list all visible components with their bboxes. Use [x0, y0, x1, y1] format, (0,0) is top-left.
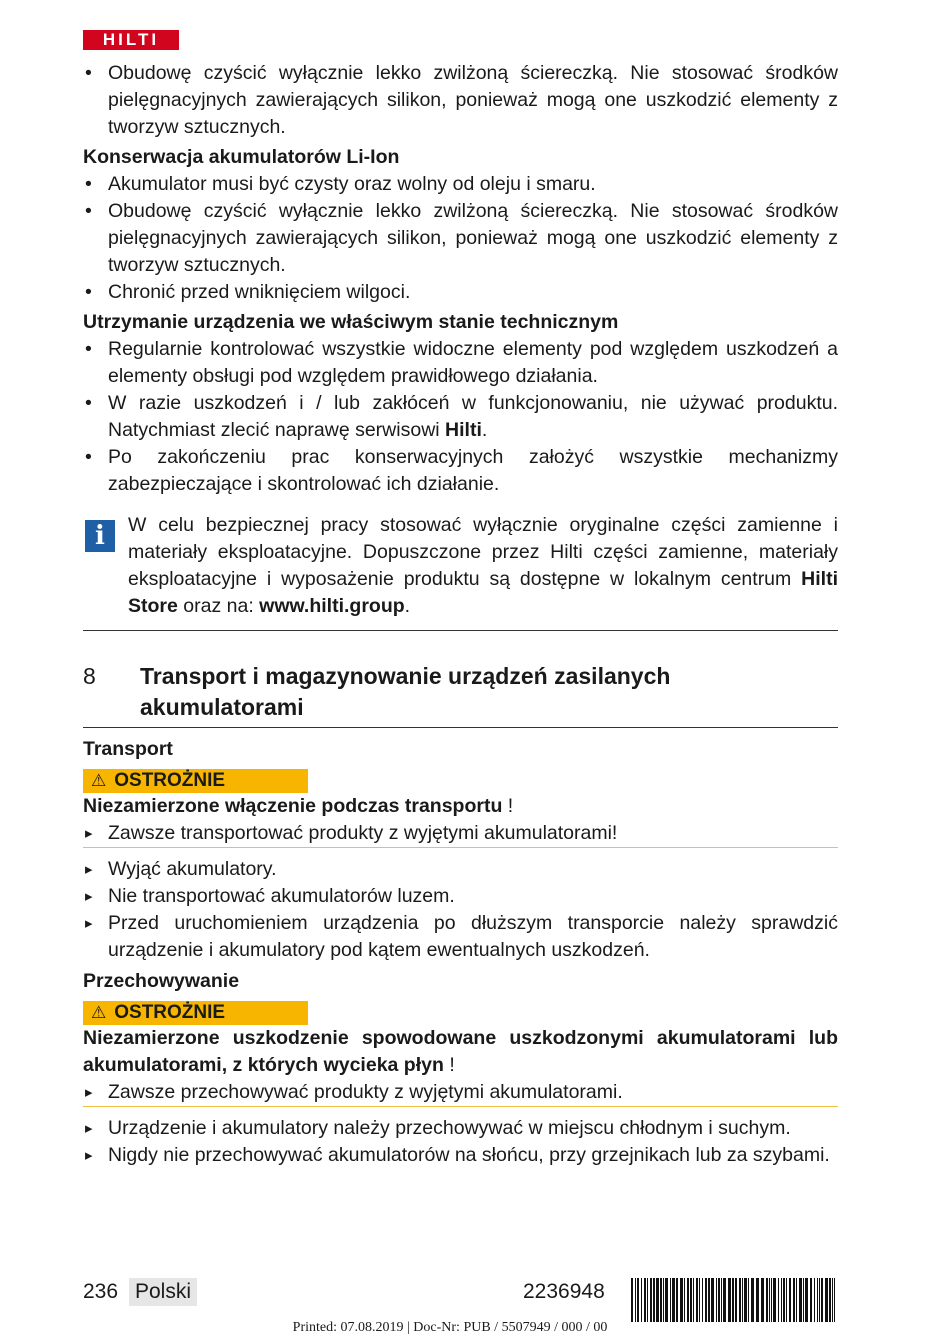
- caution-list: [83, 1079, 838, 1106]
- list-item: ▸ Urządzenie i akumulatory należy przechowywać w miejscu chłodnym i suchym.: [83, 1115, 838, 1142]
- list-item: ▸ Wyjąć akumulatory.: [83, 856, 838, 883]
- list-item: • Regularnie kontrolować wszystkie widoczne elementy pod względem uszkodzeń a elementy obsługi pod względem prawidłowego działania.: [83, 336, 838, 390]
- liion-heading: Konserwacja akumulatorów Li-Ion: [83, 146, 400, 168]
- barcode-bar: [637, 1278, 639, 1322]
- exclamation: !: [449, 1054, 455, 1076]
- barcode-bar: [690, 1278, 692, 1322]
- barcode-bar: [708, 1278, 710, 1322]
- barcode-bar: [728, 1278, 731, 1322]
- list-item: ▸ Zawsze przechowywać produkty z wyjętymi akumulatorami.: [83, 1079, 838, 1106]
- barcode-bar: [680, 1278, 683, 1322]
- transport-list: [83, 856, 838, 964]
- barcode-bar: [771, 1278, 772, 1322]
- barcode-bar: [783, 1278, 785, 1322]
- barcode-bar: [793, 1278, 795, 1322]
- list-item: • Akumulator musi być czysty oraz wolny od oleju i smaru.: [83, 171, 838, 198]
- warning-triangle-icon: ⚠: [91, 771, 107, 790]
- barcode-bar: [687, 1278, 689, 1322]
- list-item: • Chronić przed wniknięciem wilgoci.: [83, 279, 838, 306]
- print-info: Printed: 07.08.2019 | Doc-Nr: PUB / 5507949 / 000 / 00: [292, 1320, 608, 1335]
- maintenance-heading: Utrzymanie urządzenia we właściwym stanie technicznym: [83, 311, 619, 333]
- barcode-bar: [676, 1278, 678, 1322]
- barcode-bar: [693, 1278, 694, 1322]
- section-heading: [83, 661, 838, 728]
- caution-badge: [83, 769, 308, 793]
- barcode-bar: [819, 1278, 820, 1322]
- barcode-bar: [766, 1278, 768, 1322]
- barcode-bar: [716, 1278, 717, 1322]
- page-content: [83, 60, 838, 1169]
- caution-title: [83, 1025, 838, 1079]
- barcode-bar: [832, 1278, 833, 1322]
- caution-block: [83, 793, 838, 848]
- page-number: 236: [83, 1280, 119, 1303]
- caution-block: [83, 1025, 838, 1107]
- barcode-bar: [761, 1278, 764, 1322]
- barcode-bar: [705, 1278, 707, 1322]
- barcode-bar: [786, 1278, 787, 1322]
- exclamation: !: [507, 795, 514, 817]
- page-footer: [83, 1278, 838, 1308]
- barcode-bar: [635, 1278, 636, 1322]
- liion-list: [83, 171, 838, 306]
- list-item: • Obudowę czyścić wyłącznie lekko zwilżoną ściereczką. Nie stosować środków pielęgnacyjnych zawierających silikon, ponieważ mogą one uszkodzić elementy z tworzyw sztucznych.: [83, 60, 838, 141]
- barcode-bar: [796, 1278, 797, 1322]
- barcode-bar: [711, 1278, 714, 1322]
- barcode-bar: [829, 1278, 831, 1322]
- barcode-bar: [650, 1278, 652, 1322]
- barcode-bar: [663, 1278, 664, 1322]
- list-item: • Po zakończeniu prac konserwacyjnych założyć wszystkie mechanizmy zabezpieczające i skontrolować ich działanie.: [83, 444, 838, 498]
- barcode-bar: [732, 1278, 734, 1322]
- barcode-bar: [684, 1278, 685, 1322]
- barcode-bar: [735, 1278, 737, 1322]
- caution-label: OSTROŻNIE: [114, 770, 226, 791]
- punct: .: [404, 595, 411, 617]
- barcode-bar: [742, 1278, 743, 1322]
- caution-title-text: Niezamierzone uszkodzenie spowodowane uszkodzonymi akumulatorami lub akumulatorami, z których wycieka płyn: [83, 1027, 838, 1076]
- brand-name: Hilti: [445, 419, 482, 441]
- barcode-bar: [821, 1278, 823, 1322]
- list-item: [83, 390, 838, 444]
- barcode-bar: [756, 1278, 759, 1322]
- language-label: Polski: [129, 1278, 197, 1306]
- caution-badge: [83, 1001, 308, 1025]
- barcode-bar: [665, 1278, 668, 1322]
- barcode-bar: [670, 1278, 671, 1322]
- barcode-bar: [799, 1278, 802, 1322]
- barcode-bar: [751, 1278, 754, 1322]
- barcode-bar: [653, 1278, 655, 1322]
- barcode-bar: [810, 1278, 812, 1322]
- list-item: • Obudowę czyścić wyłącznie lekko zwilżoną ściereczką. Nie stosować środków pielęgnacyjnych zawierających silikon, ponieważ mogą one uszkodzić elementy z tworzyw sztucznych.: [83, 198, 838, 279]
- list-item: ▸ Przed uruchomieniem urządzenia po dłuższym transporcie należy sprawdzić urządzenie i akumulatory pod kątem ewentualnych uszkodzeń.: [83, 910, 838, 964]
- barcode-bar: [672, 1278, 675, 1322]
- hilti-logo: HILTI: [83, 30, 179, 50]
- barcode: [631, 1278, 838, 1322]
- barcode-bar: [781, 1278, 782, 1322]
- barcode-bar: [817, 1278, 818, 1322]
- barcode-bar: [656, 1278, 659, 1322]
- storage-heading: Przechowywanie: [83, 970, 240, 992]
- barcode-bar: [748, 1278, 749, 1322]
- website-link[interactable]: www.hilti.group: [259, 595, 405, 617]
- barcode-bar: [825, 1278, 828, 1322]
- barcode-bar: [769, 1278, 770, 1322]
- info-text-mid: oraz na:: [177, 595, 260, 617]
- barcode-bar: [631, 1278, 633, 1322]
- barcode-bar: [723, 1278, 726, 1322]
- hilti-store: Hilti Store: [128, 568, 838, 617]
- barcode-bar: [660, 1278, 662, 1322]
- list-item-text: W razie uszkodzeń i / lub zakłóceń w funkcjonowaniu, nie używać produktu. Natychmiast zlecić naprawę serwisowi: [108, 392, 838, 441]
- transport-heading: Transport: [83, 738, 173, 760]
- info-note: [83, 512, 838, 631]
- caution-list: [83, 820, 838, 847]
- barcode-bar: [805, 1278, 808, 1322]
- info-icon: i: [85, 520, 115, 552]
- barcode-bar: [696, 1278, 698, 1322]
- list-item: ▸ Nie transportować akumulatorów luzem.: [83, 883, 838, 910]
- section-title: Transport i magazynowanie urządzeń zasilanych akumulatorami: [140, 663, 671, 720]
- caution-title-text: Niezamierzone włączenie podczas transportu: [83, 795, 503, 817]
- barcode-bar: [778, 1278, 779, 1322]
- barcode-bar: [644, 1278, 646, 1322]
- list-item: ▸ Nigdy nie przechowywać akumulatorów na słońcu, przy grzejnikach lub za szybami.: [83, 1142, 838, 1169]
- document-number: 2236948: [523, 1280, 605, 1303]
- barcode-bar: [739, 1278, 741, 1322]
- barcode-bar: [773, 1278, 776, 1322]
- list-item: ▸ Zawsze transportować produkty z wyjętymi akumulatorami!: [83, 820, 838, 847]
- info-text: W celu bezpiecznej pracy stosować wyłącznie oryginalne części zamienne i materiały eksploatacyjne. Dopuszczone przez Hilti części zamienne, materiały eksploatacyjne i wyposażenie produktu są dostępne w lokalnym centrum: [128, 514, 838, 590]
- barcode-bar: [744, 1278, 747, 1322]
- section-number: 8: [83, 663, 96, 689]
- maintenance-list: [83, 336, 838, 498]
- caution-label: OSTROŻNIE: [114, 1002, 226, 1023]
- caution-title: [83, 793, 838, 820]
- barcode-bar: [834, 1278, 835, 1322]
- barcode-bar: [803, 1278, 804, 1322]
- punct: .: [481, 419, 488, 441]
- barcode-bar: [702, 1278, 703, 1322]
- barcode-bar: [641, 1278, 642, 1322]
- care-list: [83, 60, 838, 141]
- barcode-bar: [789, 1278, 791, 1322]
- barcode-bar: [721, 1278, 722, 1322]
- barcode-bar: [699, 1278, 700, 1322]
- barcode-bar: [718, 1278, 720, 1322]
- storage-list: [83, 1115, 838, 1169]
- barcode-bar: [814, 1278, 815, 1322]
- warning-triangle-icon: ⚠: [91, 1003, 107, 1022]
- barcode-bar: [647, 1278, 648, 1322]
